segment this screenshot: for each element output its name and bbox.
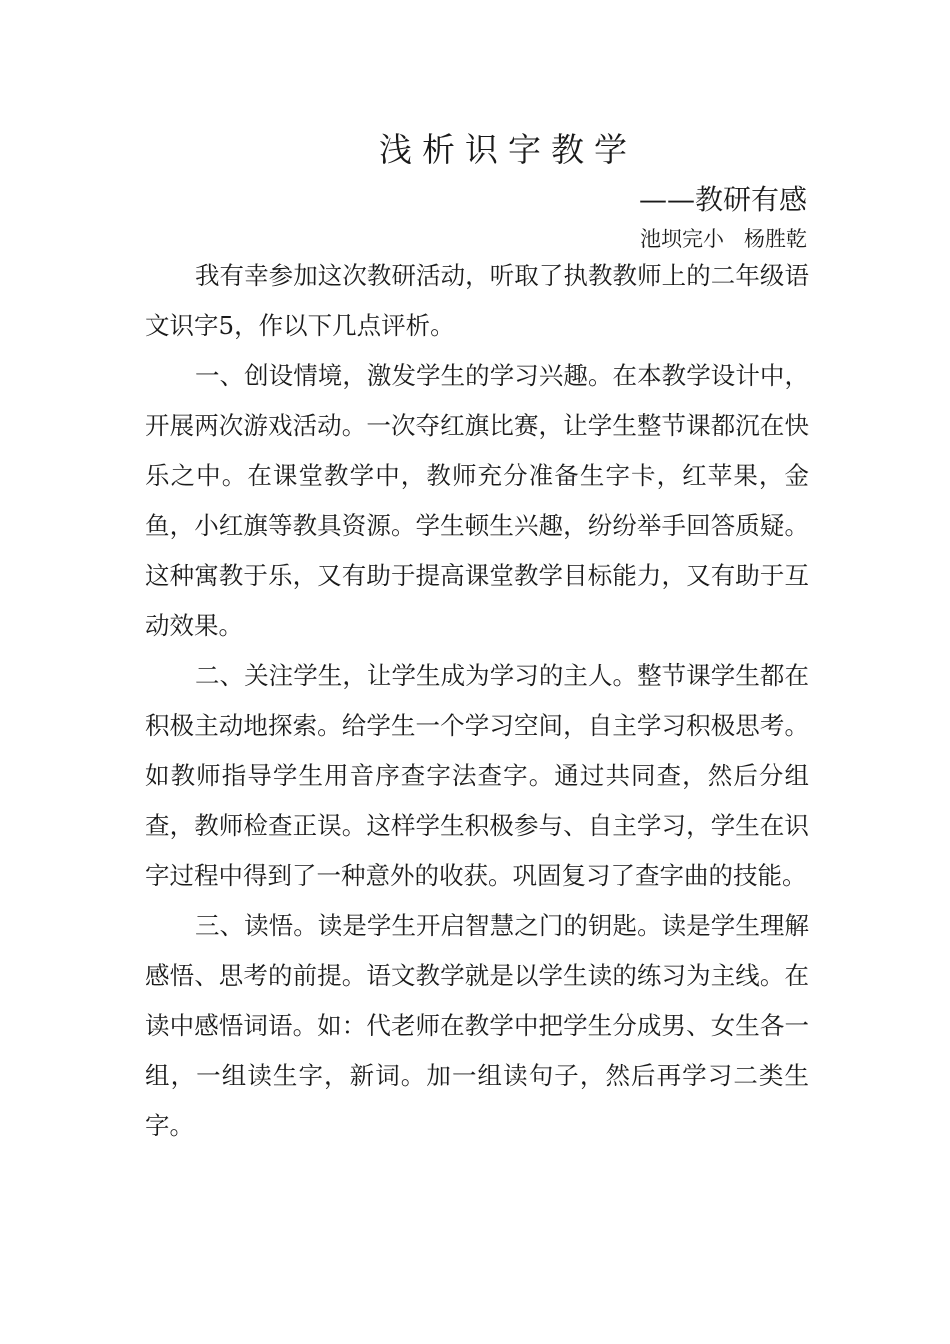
- paragraph-point-3: 三、读悟。读是学生开启智慧之门的钥匙。读是学生理解感悟、思考的前提。语文教学就是以学生读的练习为主线。在读中感悟词语。如：代老师在教学中把学生分成男、女生各一组，一组读生字，新词。加一组读句子，然后再学习二类生字。: [145, 911, 809, 1140]
- document-title: 浅析识字教学: [379, 130, 637, 169]
- paragraph-point-2: 二、关注学生，让学生成为学习的主人。整节课学生都在积极主动地探索。给学生一个学习空间，自主学习积极思考。如教师指导学生用音序查字法查字。通过共同查，然后分组查，教师检查正误。这样学生积极参与、自主学习，学生在识字过程中得到了一种意外的收获。巩固复习了查字曲的技能。: [145, 661, 809, 890]
- paragraph-point-1: 一、创设情境，激发学生的学习兴趣。在本教学设计中，开展两次游戏活动。一次夺红旗比赛，让学生整节课都沉在快乐之中。在课堂教学中，教师充分准备生字卡，红苹果，金鱼，小红旗等教具资源。学生顿生兴趣，纷纷举手回答质疑。这种寓教于乐，又有助于提高课堂教学目标能力，又有助于互动效果。: [145, 361, 809, 640]
- document-body: [145, 251, 809, 1151]
- paragraph-intro: 我有幸参加这次教研活动，听取了执教教师上的二年级语文识字5，作以下几点评析。: [145, 261, 809, 340]
- author-line: 池坝完小 杨胜乾: [639, 227, 807, 251]
- document-subtitle: ——教研有感: [638, 183, 807, 216]
